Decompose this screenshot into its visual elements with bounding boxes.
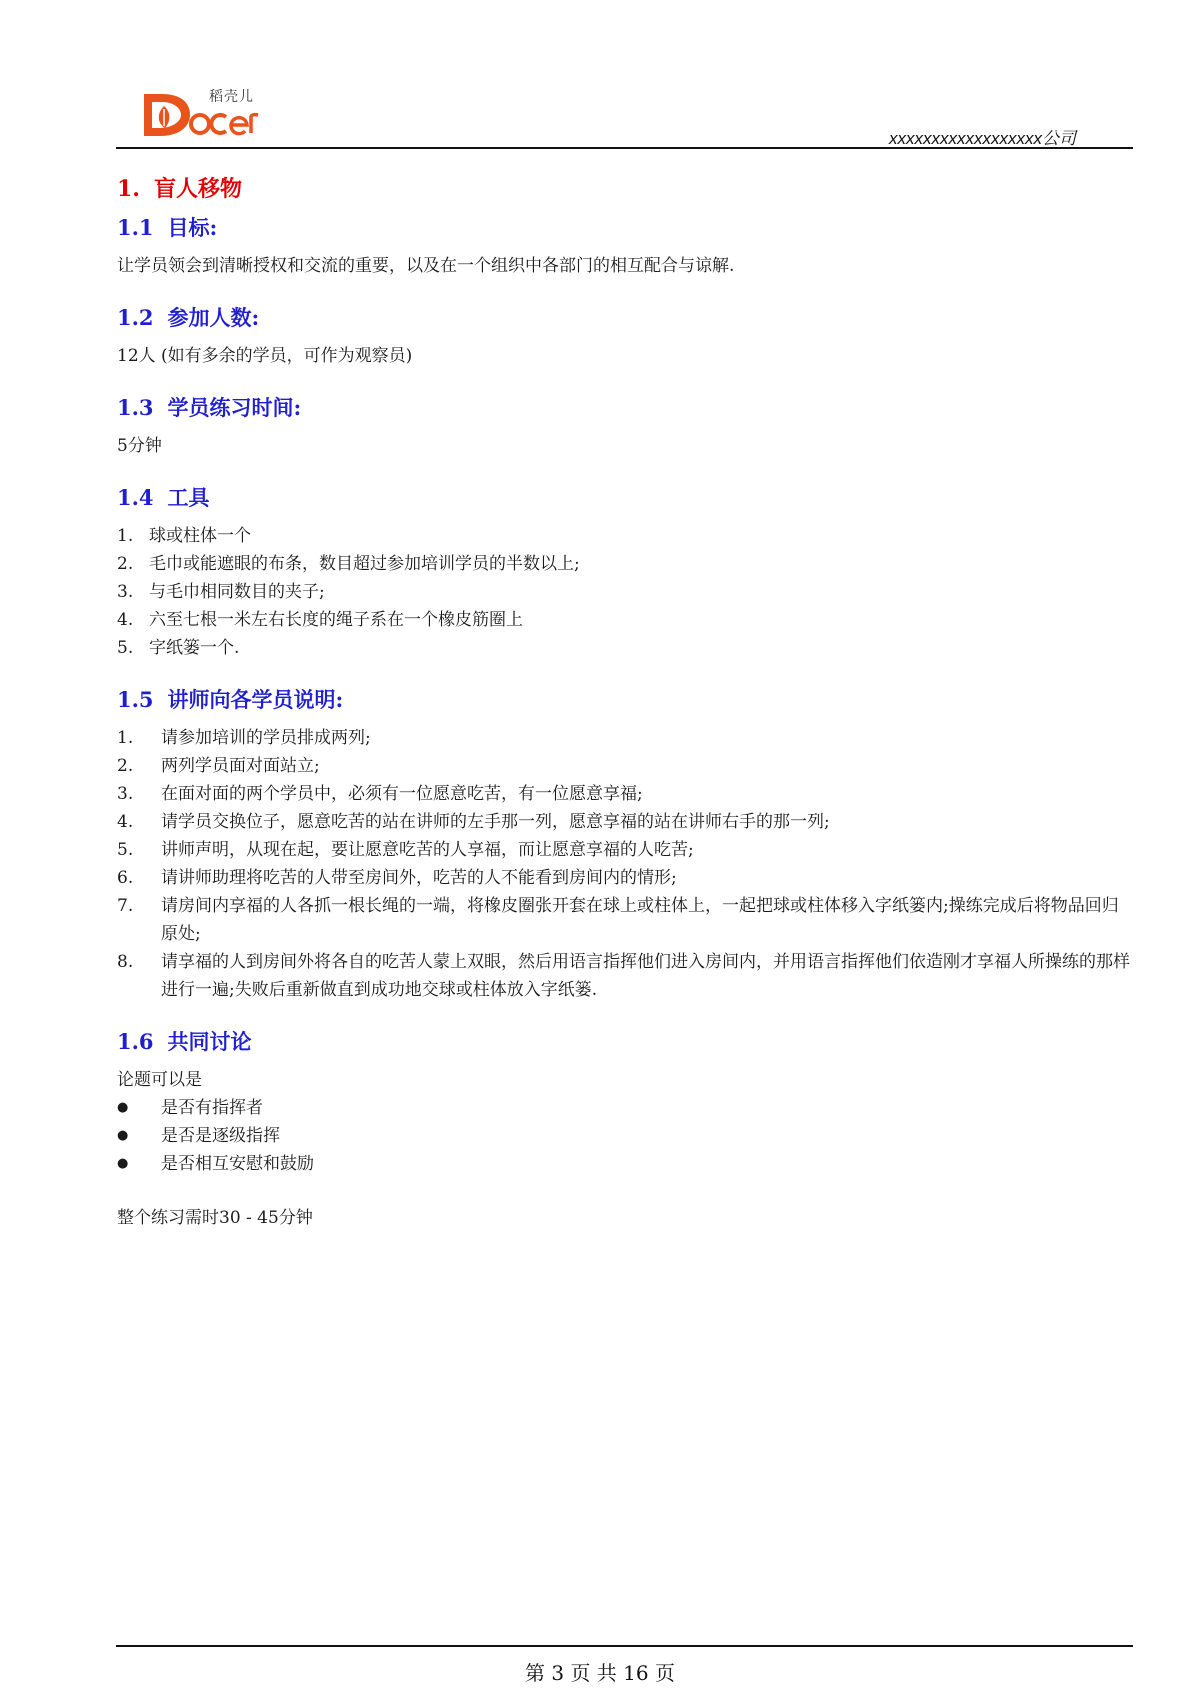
- list-item: [117, 948, 1132, 1004]
- footer-rule: [116, 1645, 1133, 1647]
- bullet-icon: ●: [117, 1100, 129, 1115]
- list-item-text: 请学员交换位子，愿意吃苦的站在讲师的左手那一列，愿意享福的站在讲师右手的那一列;: [161, 812, 830, 832]
- section-title: 参加人数:: [167, 305, 260, 330]
- list-item-text: 字纸篓一个.: [149, 638, 240, 658]
- list-item-number: 5.: [117, 638, 134, 658]
- list-item-number: 2.: [117, 554, 134, 574]
- list-item: [117, 808, 1132, 836]
- section-heading: [117, 212, 1132, 244]
- list-item-number: 1.: [117, 728, 134, 748]
- list-item: [117, 752, 1132, 780]
- list-item-text: 毛巾或能遮眼的布条，数目超过参加培训学员的半数以上;: [149, 554, 580, 574]
- section-instructions: [117, 684, 1132, 1004]
- section-title: 讲师向各学员说明:: [167, 687, 344, 712]
- discussion-intro: 论题可以是: [117, 1070, 202, 1090]
- list-item-text: 在面对面的两个学员中，必须有一位愿意吃苦，有一位愿意享福;: [161, 784, 643, 804]
- list-item-text: 请讲师助理将吃苦的人带至房间外，吃苦的人不能看到房间内的情形;: [161, 868, 677, 888]
- list-item-number: 7.: [117, 896, 134, 916]
- section-number: 1.3: [117, 395, 154, 420]
- bullet-icon: ●: [117, 1128, 129, 1143]
- list-item-text: 是否相互安慰和鼓励: [161, 1154, 314, 1174]
- company-name: xxxxxxxxxxxxxxxxxx公司: [889, 129, 1076, 148]
- section-tools: [117, 482, 1132, 662]
- section-goal: [117, 212, 1132, 280]
- section-time: [117, 392, 1132, 460]
- header-rule: [116, 147, 1133, 149]
- bullet-icon: ●: [117, 1156, 129, 1171]
- list-item-text: 是否是逐级指挥: [161, 1126, 280, 1146]
- section-discussion: [117, 1026, 1132, 1232]
- list-item-number: 4.: [117, 610, 134, 630]
- list-item: [117, 1150, 1132, 1178]
- list-item-text: 请参加培训的学员排成两列;: [161, 728, 371, 748]
- section-number: 1.6: [117, 1029, 154, 1054]
- list-item: [117, 634, 1132, 662]
- list-item-number: 3.: [117, 784, 134, 804]
- list-item-number: 4.: [117, 812, 134, 832]
- list-item-text: 是否有指挥者: [161, 1098, 263, 1118]
- list-item: [117, 864, 1132, 892]
- section-title: 共同讨论: [167, 1029, 252, 1054]
- section-heading: [117, 684, 1132, 716]
- list-item: [117, 578, 1132, 606]
- title-number: 1.: [117, 176, 140, 202]
- section-number: 1.1: [117, 215, 154, 240]
- list-item-text: 球或柱体一个: [149, 526, 251, 546]
- section-number: 1.5: [117, 687, 154, 712]
- section-heading: [117, 302, 1132, 334]
- list-item-text: 与毛巾相同数目的夹子;: [149, 582, 325, 602]
- section-text: 5分钟: [117, 436, 162, 456]
- section-number: 1.2: [117, 305, 154, 330]
- list-item-text: 请享福的人到房间外将各自的吃苦人蒙上双眼，然后用语言指挥他们进入房间内，并用语言指挥他们依造刚才享福人所操练的那样进行一遍;失败后重新做直到成功地交球或柱体放入字纸篓.: [161, 952, 1130, 1000]
- list-item: [117, 724, 1132, 752]
- section-title: 学员练习时间:: [167, 395, 302, 420]
- section-title: 工具: [167, 485, 210, 510]
- list-item-number: 1.: [117, 526, 134, 546]
- section-heading: [117, 1026, 1132, 1058]
- list-item: [117, 1094, 1132, 1122]
- section-text: 让学员领会到清晰授权和交流的重要，以及在一个组织中各部门的相互配合与谅解.: [117, 256, 735, 276]
- title-text: 盲人移物: [153, 176, 242, 202]
- section-heading: [117, 392, 1132, 424]
- section-participants: [117, 302, 1132, 370]
- instructions-list: [117, 724, 1132, 1004]
- list-item-number: 3.: [117, 582, 134, 602]
- total-time: 整个练习需时30 - 45分钟: [117, 1208, 313, 1228]
- list-item: [117, 780, 1132, 808]
- list-item-text: 请房间内享福的人各抓一根长绳的一端，将橡皮圈张开套在球上或柱体上，一起把球或柱体移入字纸篓内;操练完成后将物品回归原处;: [161, 896, 1119, 944]
- list-item: [117, 550, 1132, 578]
- logo-chinese-name: 稻壳儿: [209, 89, 254, 105]
- list-item-number: 5.: [117, 840, 134, 860]
- docer-logo: [140, 84, 260, 142]
- list-item: [117, 606, 1132, 634]
- tools-list: [117, 522, 1132, 662]
- list-item-number: 8.: [117, 952, 134, 972]
- list-item-text: 六至七根一米左右长度的绳子系在一个橡皮筋圈上: [149, 610, 523, 630]
- list-item: [117, 836, 1132, 864]
- list-item: [117, 1122, 1132, 1150]
- document-title: [117, 172, 1132, 206]
- list-item: [117, 522, 1132, 550]
- list-item-text: 讲师声明，从现在起，要让愿意吃苦的人享福，而让愿意享福的人吃苦;: [161, 840, 694, 860]
- list-item-text: 两列学员面对面站立;: [161, 756, 320, 776]
- section-heading: [117, 482, 1132, 514]
- list-item-number: 2.: [117, 756, 134, 776]
- section-title: 目标:: [167, 215, 218, 240]
- discussion-bullets: [117, 1094, 1132, 1178]
- page-number: 第 3 页 共 16 页: [525, 1661, 675, 1685]
- list-item: [117, 892, 1132, 948]
- section-number: 1.4: [117, 485, 154, 510]
- document-body: [117, 172, 1132, 1254]
- section-text: 12人 (如有多余的学员，可作为观察员): [117, 346, 413, 366]
- list-item-number: 6.: [117, 868, 134, 888]
